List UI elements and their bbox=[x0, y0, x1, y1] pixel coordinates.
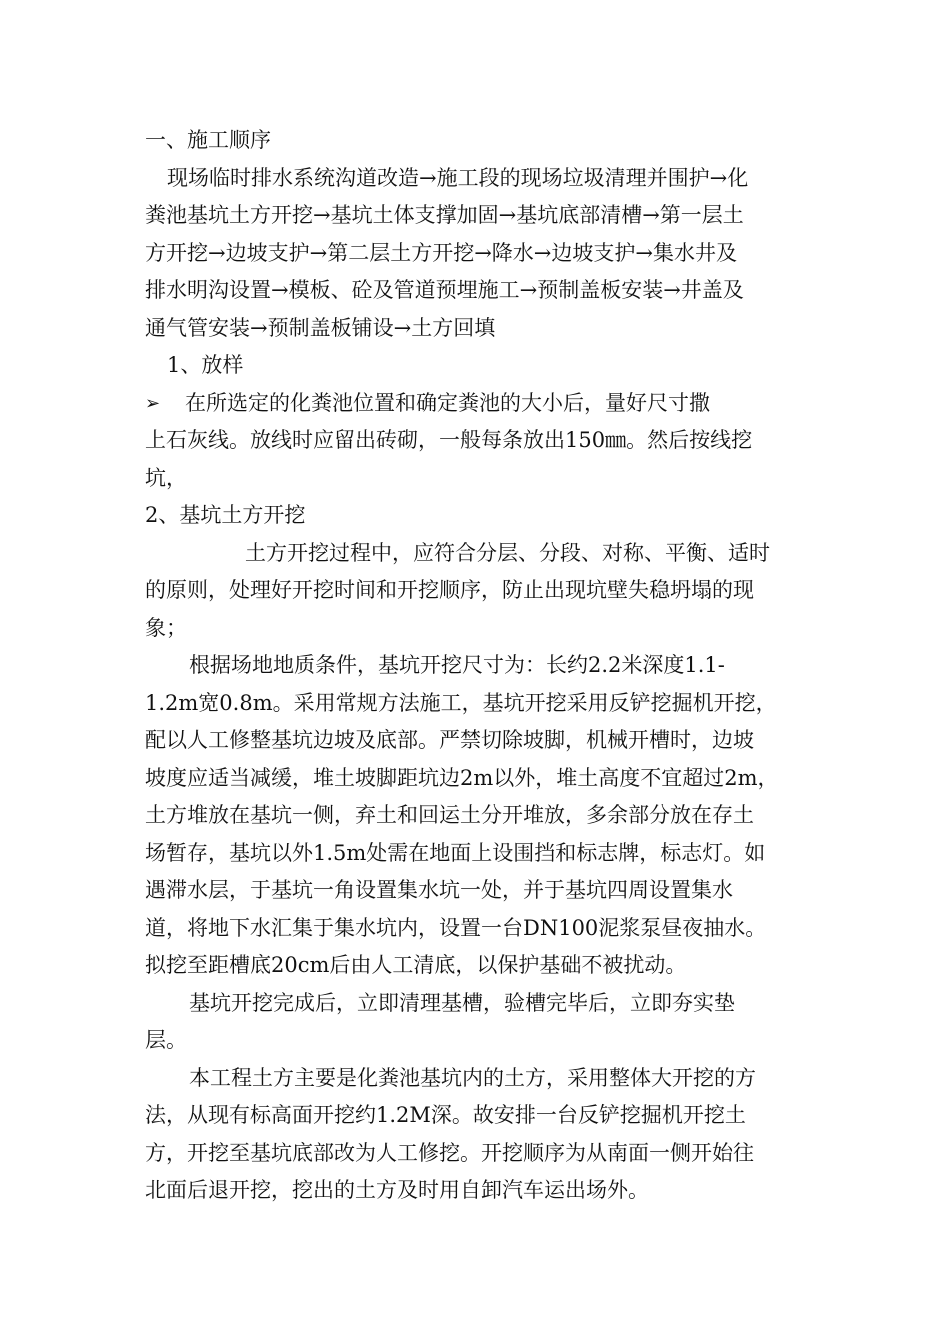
text-line: 坑， bbox=[145, 465, 187, 490]
text-line: 象； bbox=[145, 615, 187, 640]
text-line: 坡度应适当减缓，堆土坡脚距坑边2m以外，堆土高度不宜超过2m， bbox=[145, 765, 779, 790]
bullet-line bbox=[145, 385, 807, 423]
text-line: 在所选定的化粪池位置和确定粪池的大小后，量好尺寸撒 bbox=[185, 390, 710, 415]
text-line: 现场临时排水系统沟道改造→施工段的现场垃圾清理并围护→化 bbox=[167, 165, 749, 190]
text-line: 上石灰线。放线时应留出砖砌，一般每条放出150㎜。然后按线挖 bbox=[145, 428, 753, 452]
section-title: 一、施工顺序 bbox=[145, 128, 271, 152]
text-line: 的原则，处理好开挖时间和开挖顺序，防止出现坑壁失稳坍塌的现 bbox=[145, 578, 754, 602]
text-line: 方开挖→边坡支护→第二层土方开挖→降水→边坡支护→集水井及 bbox=[145, 240, 737, 265]
text-line: 基坑开挖完成后，立即清理基槽，验槽完毕后，立即夯实垫 bbox=[189, 990, 735, 1015]
paragraph-trench-cleanup bbox=[145, 985, 807, 1060]
text-line: 拟挖至距槽底20cm后由人工清底，以保护基础不被扰动。 bbox=[145, 953, 687, 977]
layout-bullet bbox=[145, 385, 807, 498]
text-line: 北面后退开挖，挖出的土方及时用自卸汽车运出场外。 bbox=[145, 1178, 649, 1202]
construction-sequence bbox=[145, 160, 807, 348]
text-line: 层。 bbox=[145, 1028, 187, 1052]
text-line: 通气管安装→预制盖板铺设→土方回填 bbox=[145, 315, 496, 340]
text-line: 道，将地下水汇集于集水坑内，设置一台DN100泥浆泵昼夜抽水。 bbox=[145, 915, 767, 940]
arrow-bullet-icon: ➢ bbox=[145, 392, 161, 414]
paragraph-principles bbox=[145, 535, 807, 648]
text-line: 排水明沟设置→模板、砼及管道预埋施工→预制盖板安装→井盖及 bbox=[145, 278, 744, 302]
text-line: 土方开挖过程中，应符合分层、分段、对称、平衡、适时 bbox=[245, 540, 770, 565]
text-line: 遇滞水层，于基坑一角设置集水坑一处，并于基坑四周设置集水 bbox=[145, 878, 733, 902]
text-line: 方，开挖至基坑底部改为人工修挖。开挖顺序为从南面一侧开始往 bbox=[145, 1140, 754, 1165]
text-line: 法，从现有标高面开挖约1.2M深。故安排一台反铲挖掘机开挖土 bbox=[145, 1103, 746, 1127]
text-line: 土方堆放在基坑一侧，弃土和回运土分开堆放，多余部分放在存土 bbox=[145, 803, 754, 827]
document-body bbox=[145, 122, 807, 1210]
text-line: 根据场地地质条件，基坑开挖尺寸为：长约2.2米深度1.1- bbox=[189, 653, 725, 677]
text-line: 1.2m宽0.8m。采用常规方法施工，基坑开挖采用反铲挖掘机开挖， bbox=[145, 690, 777, 715]
text-line: 粪池基坑土方开挖→基坑土体支撑加固→基坑底部清槽→第一层土 bbox=[145, 203, 744, 227]
text-line: 场暂存，基坑以外1.5m处需在地面上设围挡和标志牌，标志灯。如 bbox=[145, 840, 766, 865]
paragraph-excavation-details bbox=[145, 647, 807, 985]
subsection-title-layout: 1、放样 bbox=[167, 353, 244, 377]
paragraph-earthwork-method bbox=[145, 1060, 807, 1210]
text-line: 配以人工修整基坑边坡及底部。严禁切除坡脚，机械开槽时，边坡 bbox=[145, 728, 754, 752]
subsection-title-excavation: 2、基坑土方开挖 bbox=[145, 503, 306, 527]
text-line: 本工程土方主要是化粪池基坑内的土方，采用整体大开挖的方 bbox=[189, 1065, 756, 1090]
